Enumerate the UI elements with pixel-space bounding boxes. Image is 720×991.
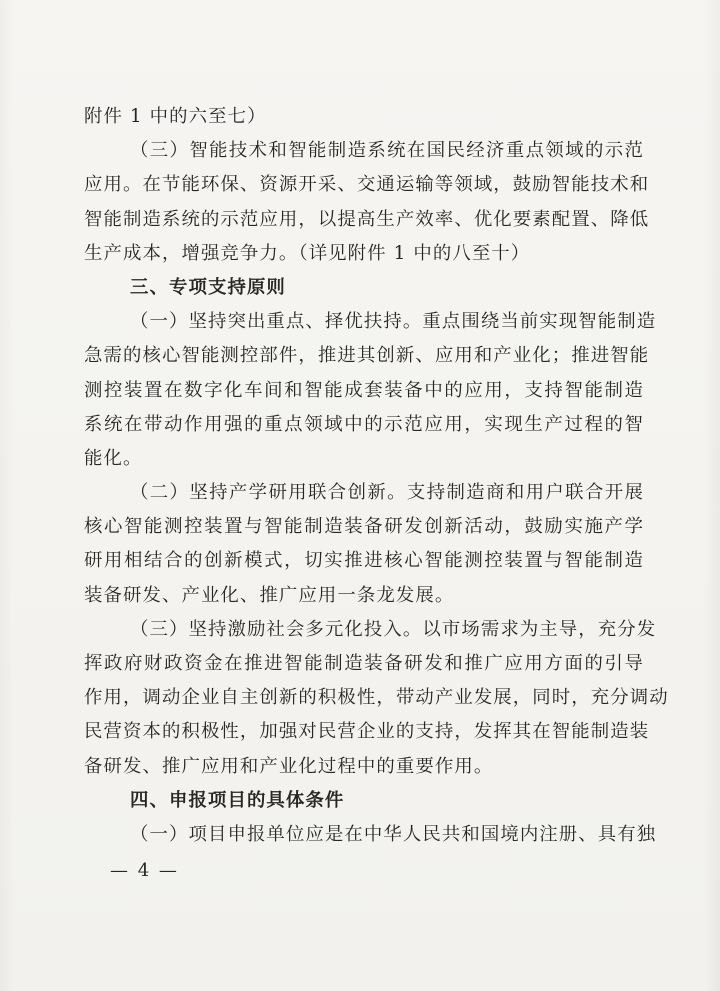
text-line: 挥政府财政资金在推进智能制造装备研发和推广应用方面的引导	[84, 653, 644, 674]
text-line: 作用，调动企业自主创新的积极性，带动产业发展，同时，充分调动	[84, 687, 669, 709]
text-line: 应用。在节能环保、资源开采、交通运输等领域，鼓励智能技术和	[84, 174, 650, 196]
text-line: 急需的核心智能测控部件，推进其创新、应用和产业化；推进智能	[84, 345, 650, 367]
paragraph-heading-line: （三）智能技术和智能制造系统在国民经济重点领域的示范	[130, 140, 644, 162]
text-line: 研用相结合的创新模式，切实推进核心智能测控装置与智能制造	[84, 550, 644, 572]
section-heading: 三、专项支持原则	[130, 276, 286, 298]
section-heading: 四、申报项目的具体条件	[130, 789, 345, 811]
page-number: — 4 —	[110, 860, 179, 881]
text-line: 测控装置在数字化车间和智能成套装备中的应用，支持智能制造	[84, 379, 644, 401]
text-line: 装备研发、产业化、推广应用一条龙发展。	[84, 584, 455, 606]
text-line: 生产成本，增强竞争力。（详见附件 1 中的八至十）	[84, 242, 531, 264]
document-body	[84, 100, 669, 852]
text-line: 智能制造系统的示范应用，以提高生产效率、优化要素配置、降低	[84, 208, 650, 230]
paragraph-heading-line: （二）坚持产学研用联合创新。支持制造商和用户联合开展	[130, 482, 644, 504]
paragraph-heading-line: （一）项目申报单位应是在中华人民共和国境内注册、具有独	[130, 823, 657, 845]
paragraph-heading-line: （一）坚持突出重点、择优扶持。重点围绕当前实现智能制造	[130, 311, 657, 333]
text-line: 系统在带动作用强的重点领域中的示范应用，实现生产过程的智	[84, 413, 644, 435]
text-line: 核心智能测控装置与智能制造装备研发创新活动，鼓励实施产学	[84, 516, 644, 538]
text-line: 能化。	[84, 447, 143, 469]
text-line: 民营资本的积极性，加强对民营企业的支持，发挥其在智能制造装	[84, 721, 650, 743]
text-line: 附件 1 中的六至七）	[84, 106, 267, 127]
text-line: 备研发、推广应用和产业化过程中的重要作用。	[84, 755, 494, 777]
paragraph-heading-line: （三）坚持激励社会多元化投入。以市场需求为主导，充分发	[130, 618, 657, 640]
